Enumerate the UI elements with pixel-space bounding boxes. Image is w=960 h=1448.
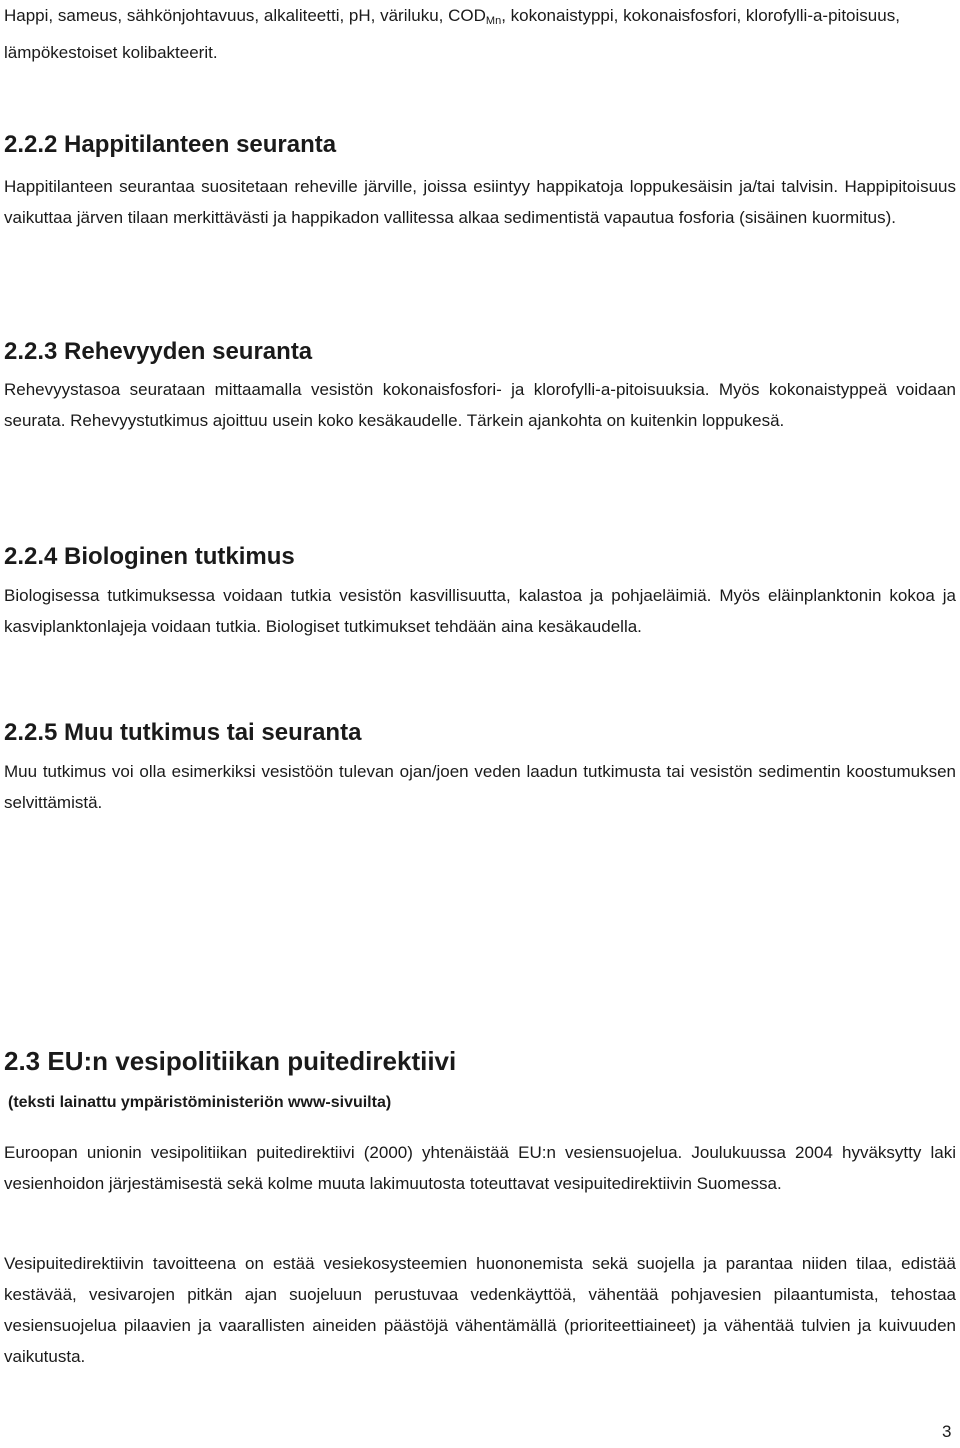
intro-paragraph (4, 0, 956, 68)
section-heading-2-2-2: 2.2.2 Happitilanteen seuranta (4, 131, 337, 158)
section-body-2-2-4: Biologisessa tutkimuksessa voidaan tutkia vesistön kasvillisuutta, kalastoa ja pohjaeläimiä. Myös eläinplanktonin kokoa ja kasviplanktonlajeja voidaan tutkia. Biologiset tutkimukset tehdään aina kesäkaudella. (4, 586, 956, 636)
section-body-2-2-5: Muu tutkimus voi olla esimerkiksi vesistöön tulevan ojan/joen veden laadun tutkimusta tai vesistön sedimentin koostumuksen selvittämistä. (4, 762, 956, 812)
section-note-2-3: (teksti lainattu ympäristöministeriön www-sivuilta) (8, 1094, 392, 1111)
section-body-2-2-3: Rehevyystasoa seurataan mittaamalla vesistön kokonaisfosfori- ja klorofylli-a-pitoisuuksia. Myös kokonaistyppeä voidaan seurata. Rehevyystutkimus ajoittuu usein koko kesäkaudelle. Tärkein ajankohta on kuitenkin loppukesä. (4, 380, 956, 430)
section-heading-2-2-4: 2.2.4 Biologinen tutkimus (4, 543, 295, 570)
section-heading-2-2-3: 2.2.3 Rehevyyden seuranta (4, 338, 313, 365)
page-number: 3 (942, 1422, 952, 1441)
section-body-2-3-p1: Euroopan unionin vesipolitiikan puitedirektiivi (2000) yhtenäistää EU:n vesiensuojelua. Joulukuussa 2004 hyväksytty laki vesienhoidon järjestämisestä sekä kolme muuta lakimuutosta toteuttavat vesipuitedirektiivin Suomessa. (4, 1143, 956, 1193)
intro-subscript: Mn (485, 15, 502, 27)
intro-text-cont: , kokonaistyppi, kokonaisfosfori, klorofylli-a-pitoisuus, lämpökestoiset kolibakteerit. (4, 6, 900, 62)
section-heading-2-2-5: 2.2.5 Muu tutkimus tai seuranta (4, 719, 362, 746)
section-heading-2-3: 2.3 EU:n vesipolitiikan puitedirektiivi (4, 1046, 457, 1076)
intro-text: Happi, sameus, sähkönjohtavuus, alkaliteetti, pH, väriluku, COD (4, 6, 486, 25)
section-body-2-2-2: Happitilanteen seurantaa suositetaan reheville järville, joissa esiintyy happikatoja loppukesäisin ja/tai talvisin. Happipitoisuus vaikuttaa järven tilaan merkittävästi ja happikadon vallitessa alkaa sedimentistä vapautua fosforia (sisäinen kuormitus). (4, 177, 956, 227)
section-body-2-3-p2: Vesipuitedirektiivin tavoitteena on estää vesiekosysteemien huononemista sekä suojella ja parantaa niiden tilaa, edistää kestävää, vesivarojen pitkän ajan suojeluun perustuvaa vedenkäyttöä, vähentää pohjavesien pilaantumista, tehostaa vesiensuojelua pilaavien ja vaarallisten aineiden päästöjä vähentämällä (prioriteettiaineet) ja vähentää tulvien ja kuivuuden vaikutusta. (4, 1254, 956, 1366)
